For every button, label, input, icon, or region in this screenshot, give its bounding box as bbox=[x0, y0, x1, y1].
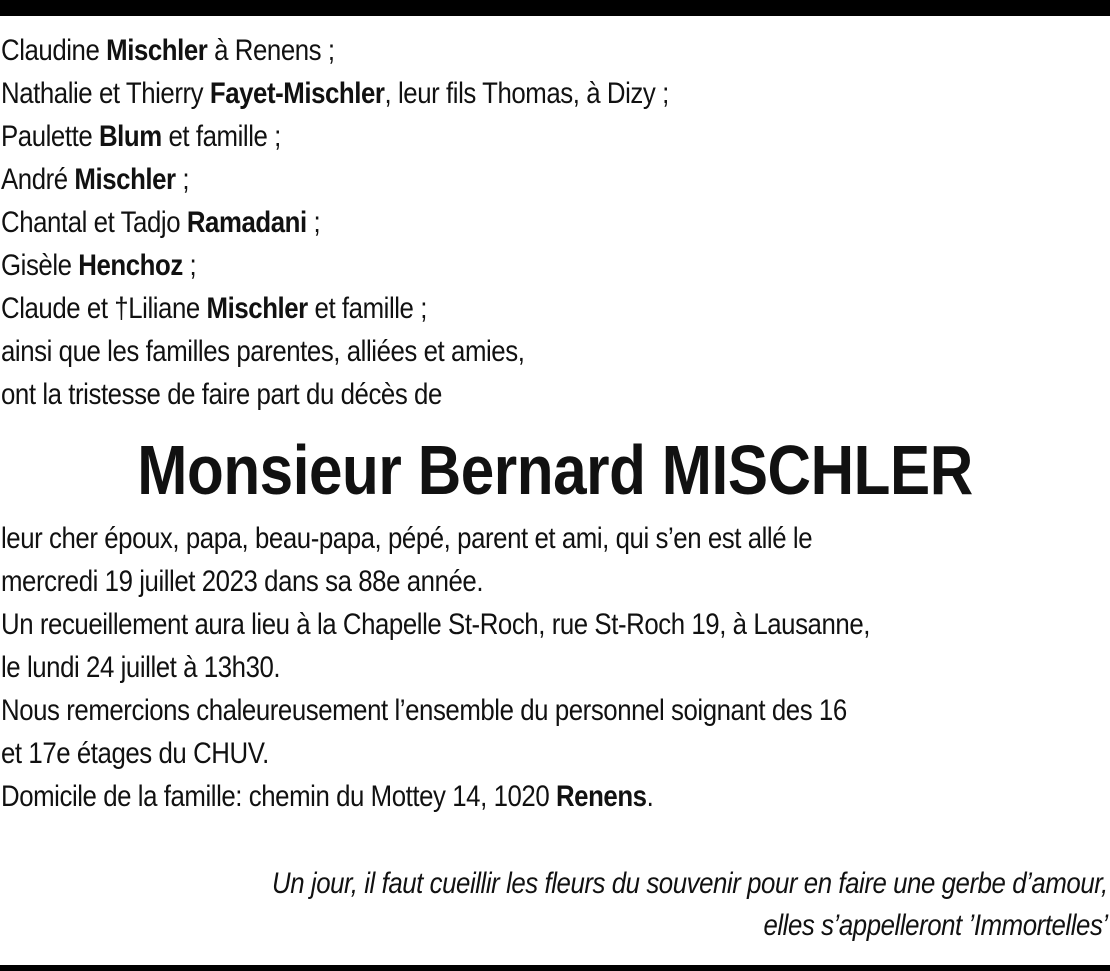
family-line: André Mischler ; bbox=[1, 163, 190, 196]
quote-line: Un jour, il faut cueillir les fleurs du souvenir pour en faire une gerbe d’amour, bbox=[272, 867, 1108, 900]
quote-line: elles s’appelleront ’Immortelles’ bbox=[763, 909, 1108, 942]
family-line: Paulette Blum et famille ; bbox=[1, 120, 281, 153]
body-line: Domicile de la famille: chemin du Mottey 14, 1020 Renens. bbox=[1, 780, 654, 813]
announcement-body bbox=[1, 517, 1110, 818]
body-line: le lundi 24 juillet à 13h30. bbox=[1, 651, 281, 684]
family-line: Claudine Mischler à Renens ; bbox=[1, 34, 335, 67]
body-line: leur cher époux, papa, beau-papa, pépé, parent et ami, qui s’en est allé le bbox=[1, 522, 813, 555]
family-line: Nathalie et Thierry Fayet-Mischler, leur fils Thomas, à Dizy ; bbox=[1, 77, 669, 110]
family-line: Chantal et Tadjo Ramadani ; bbox=[1, 206, 321, 239]
body-line: et 17e étages du CHUV. bbox=[1, 737, 269, 770]
body-line: Un recueillement aura lieu à la Chapelle St-Roch, rue St-Roch 19, à Lausanne, bbox=[1, 608, 870, 641]
family-line: ainsi que les familles parentes, alliées et amies, bbox=[1, 335, 525, 368]
body-line: mercredi 19 juillet 2023 dans sa 88e année. bbox=[1, 565, 484, 598]
family-line: Claude et †Liliane Mischler et famille ; bbox=[1, 292, 427, 325]
family-line: Gisèle Henchoz ; bbox=[1, 249, 197, 282]
body-line: Nous remercions chaleureusement l’ensemble du personnel soignant des 16 bbox=[1, 694, 847, 727]
closing-quote bbox=[136, 863, 1108, 947]
family-list bbox=[1, 29, 1101, 416]
bottom-rule bbox=[0, 965, 1110, 971]
deceased-name: Monsieur Bernard MISCHLER bbox=[137, 431, 973, 509]
family-line: ont la tristesse de faire part du décès de bbox=[1, 378, 442, 411]
top-rule bbox=[0, 0, 1110, 16]
